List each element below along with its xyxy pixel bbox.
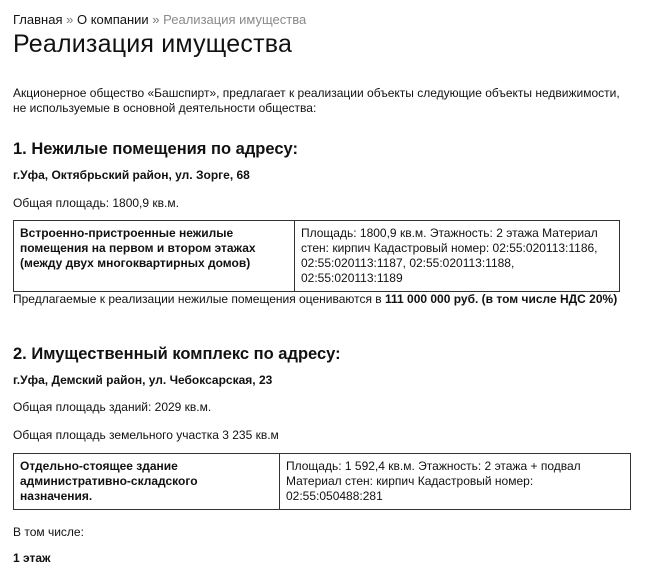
- breadcrumb-company-link[interactable]: О компании: [76, 12, 149, 27]
- section-2-land-area: Общая площадь земельного участка 3 235 кв.м: [13, 428, 279, 442]
- section-1-object-details: Площадь: 1800,9 кв.м. Этажность: 2 этажа Материал стен: кирпич Кадастровый номер: 02:55:020113:1186, 02:55:020113:1187, 02:55:020113:1188, 02:55:020113:1189: [295, 221, 620, 292]
- section-2-including: В том числе:: [13, 525, 84, 539]
- breadcrumb-home-link[interactable]: Главная: [13, 12, 63, 27]
- section-1-table: [13, 220, 620, 292]
- section-2-building-area: Общая площадь зданий: 2029 кв.м.: [13, 400, 212, 414]
- section-2-object-label: Отдельно-стоящее здание административно-складского назначения.: [14, 454, 280, 510]
- table-row: [14, 221, 620, 292]
- breadcrumb-current: Реализация имущества: [163, 12, 307, 27]
- breadcrumb: [13, 12, 306, 27]
- section-1-price-text: Предлагаемые к реализации нежилые помещения оцениваются в: [13, 292, 385, 306]
- section-1-heading: 1. Нежилые помещения по адресу:: [13, 140, 298, 158]
- breadcrumb-separator: »: [66, 12, 74, 27]
- section-2-object-details: Площадь: 1 592,4 кв.м. Этажность: 2 этажа + подвал Материал стен: кирпич Кадастровый номер: 02:55:050488:281: [280, 454, 631, 510]
- section-1-price-value: 111 000 000 руб. (в том числе НДС 20%): [385, 292, 618, 306]
- section-1-object-label: Встроенно-пристроенные нежилые помещения на первом и втором этажах (между двух многоквартирных домов): [14, 221, 295, 292]
- section-1-area: Общая площадь: 1800,9 кв.м.: [13, 196, 179, 210]
- intro-paragraph: Акционерное общество «Башспирт», предлагает к реализации объекты следующие объекты недвижимости, не используемые в основной деятельности общества:: [13, 86, 620, 115]
- section-2-table: [13, 453, 631, 510]
- page-title: Реализация имущества: [13, 30, 293, 58]
- section-1-address: г.Уфа, Октябрьский район, ул. Зорге, 68: [13, 168, 250, 182]
- section-2-address: г.Уфа, Демский район, ул. Чебоксарская, 23: [13, 373, 273, 387]
- section-2-heading: 2. Имущественный комплекс по адресу:: [13, 345, 341, 363]
- section-2-floor-1: 1 этаж: [13, 551, 51, 565]
- section-1-price: [13, 292, 623, 307]
- table-row: [14, 454, 631, 510]
- breadcrumb-separator: »: [152, 12, 160, 27]
